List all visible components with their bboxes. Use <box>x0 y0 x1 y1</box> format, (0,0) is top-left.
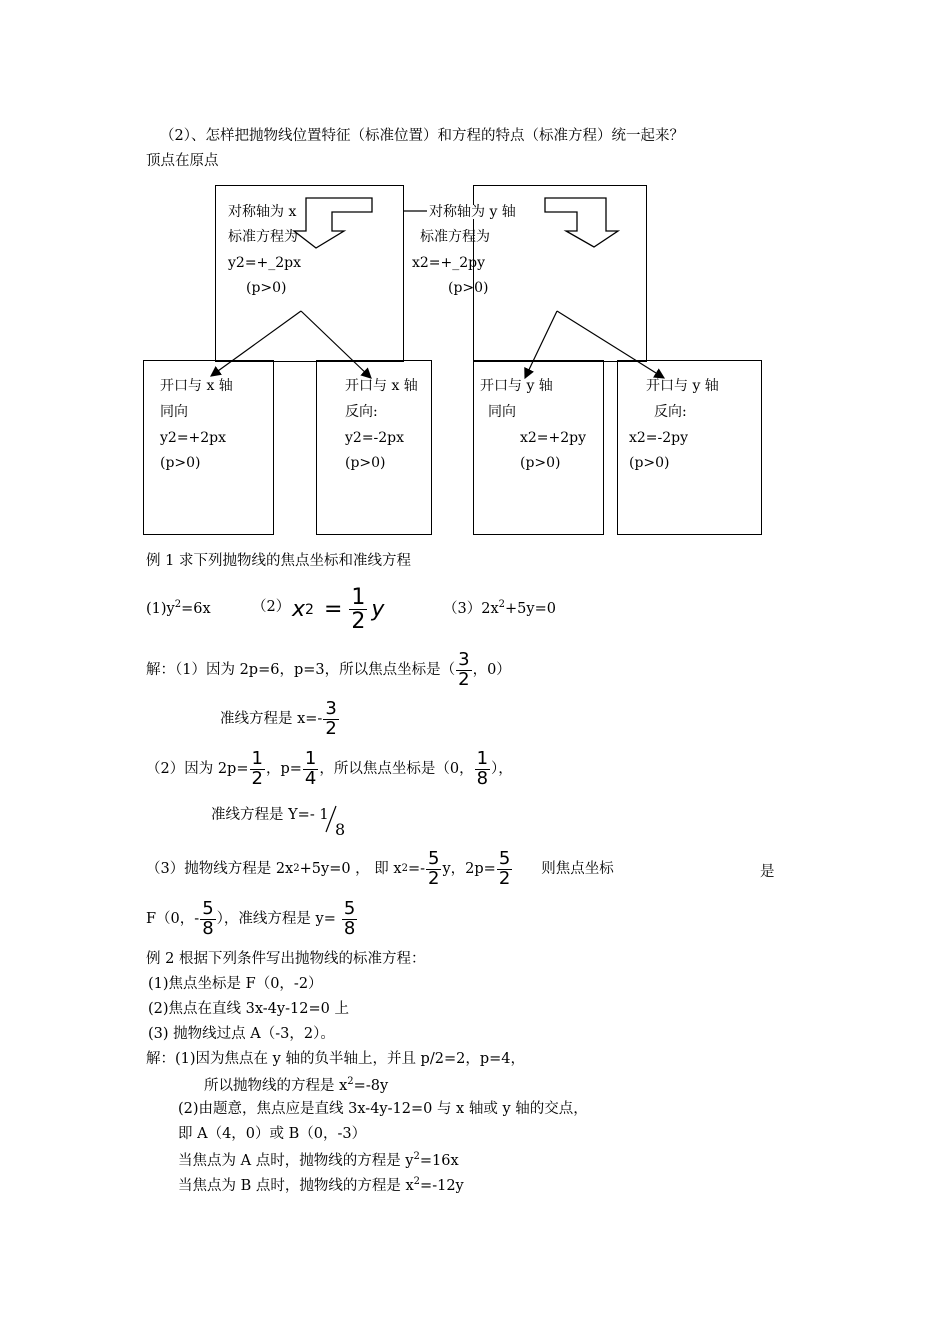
b1-line3: y2=+2px <box>160 430 227 446</box>
block-arrow-icon-right <box>545 198 618 247</box>
block-arrow-icon-left <box>294 198 372 248</box>
fraction: $\frac{1}{2}$ <box>351 585 366 635</box>
arrow-right-1 <box>525 311 557 378</box>
tl-line3: y2=+_2px <box>228 255 302 271</box>
tr-line3: x2=+_2py <box>412 255 486 271</box>
b3-line3: x2=+2py <box>520 430 587 446</box>
tl-line4: (p>0) <box>246 280 287 296</box>
b3-line4: (p>0) <box>520 455 561 471</box>
b2-line1: 开口与 x 轴 <box>345 378 418 394</box>
ex2-title: 例 2 根据下列条件写出抛物线的标准方程： <box>146 951 426 967</box>
ex2-sol-1: 解：(1)因为焦点在 y 轴的负半轴上，并且 p/2=2，p=4， <box>146 1051 525 1067</box>
b2-line3: y2=-2px <box>345 430 405 446</box>
intro-vertex: 顶点在原点 <box>146 153 219 169</box>
b4-line2: 反向: <box>654 404 687 420</box>
b1-line1: 开口与 x 轴 <box>160 378 233 394</box>
sol1-line-b: 准线方程是 x=- $\frac{3}{2}$ <box>220 698 337 739</box>
tl-line2: 标准方程为 <box>228 229 298 245</box>
arrow-left-2 <box>301 311 371 378</box>
b1-line4: (p>0) <box>160 455 201 471</box>
sol1-line-a: 解：（1）因为 2p=6，p=3，所以焦点坐标是（ $\frac{3}{2}$ ，0） <box>146 649 511 690</box>
ex1-problem-1: $(1)y^2=6x$ <box>146 599 211 617</box>
ex2-sol-4: 即 A（4，0）或 B（0，-3） <box>178 1126 367 1142</box>
b4-line4: (p>0) <box>629 455 670 471</box>
ex1-title: 例 1 求下列抛物线的焦点坐标和准线方程 <box>146 553 411 569</box>
ex2-sol-3: (2)由题意，焦点应是直线 3x-4y-12=0 与 x 轴或 y 轴的交点， <box>178 1101 588 1117</box>
sol1-line-f: F（0，- $\frac{5}{8}$ ），准线方程是 y= $\frac{5}{8}$ <box>146 898 356 939</box>
ex2-cond-1: (1)焦点坐标是 F（0，-2） <box>148 976 323 992</box>
b2-line4: (p>0) <box>345 455 386 471</box>
ex2-sol-2: 所以抛物线的方程是 $x^2=-8y$ <box>204 1076 389 1094</box>
tr-line4: (p>0) <box>448 280 489 296</box>
ex2-sol-6: 当焦点为 B 点时，抛物线的方程是 $x^2=-12y$ <box>178 1176 464 1194</box>
ex2-cond-3: (3) 抛物线过点 A（-3，2）。 <box>148 1026 335 1042</box>
b3-line1: 开口与 y 轴 <box>480 378 553 394</box>
ex1-problem-2-label: （2） <box>252 599 291 615</box>
sol1-line-e: （3）抛物线方程是 2x 2 +5y=0 ， 即 x 2 =- $\frac{5}{2}$ y，2p= $\frac{5}{2}$ 则焦点坐标 <box>146 848 614 889</box>
intro-question: （2）、怎样把抛物线位置特征（标准位置）和方程的特点（标准方程）统一起来？ <box>160 128 684 144</box>
b4-line1: 开口与 y 轴 <box>646 378 719 394</box>
b4-line3: x2=-2py <box>629 430 689 446</box>
arrow-right-2 <box>557 311 664 378</box>
tr-line1: 对称轴为 y 轴 <box>429 204 516 220</box>
ex2-sol-5: 当焦点为 A 点时，抛物线的方程是 $y^2=16x$ <box>178 1151 459 1169</box>
sol1-line-e-end: 是 <box>760 864 775 880</box>
diagram-arrows <box>0 0 950 600</box>
ex2-cond-2: (2)焦点在直线 3x-4y-12=0 上 <box>148 1001 349 1017</box>
tr-line2: 标准方程为 <box>420 229 490 245</box>
b1-line2: 同向 <box>160 404 188 420</box>
ex1-problem-3: $(3)2x^2+5y=0$ <box>443 599 556 617</box>
sol1-line-c: （2）因为 2p= $\frac{1}{2}$ ，p= $\frac{1}{4}$ ，所以焦点坐标是（0， $\frac{1}{8}$ ）， <box>146 748 513 789</box>
b3-line2: 同向 <box>488 404 516 420</box>
ex1-problem-2-formula: x 2 = $\frac{1}{2}$ y <box>292 585 385 635</box>
sol1-line-d: 准线方程是 Y=- 1 8 <box>211 808 329 842</box>
b2-line2: 反向: <box>345 404 378 420</box>
tl-line1: 对称轴为 x <box>228 204 297 220</box>
arrow-left-1 <box>211 311 301 376</box>
